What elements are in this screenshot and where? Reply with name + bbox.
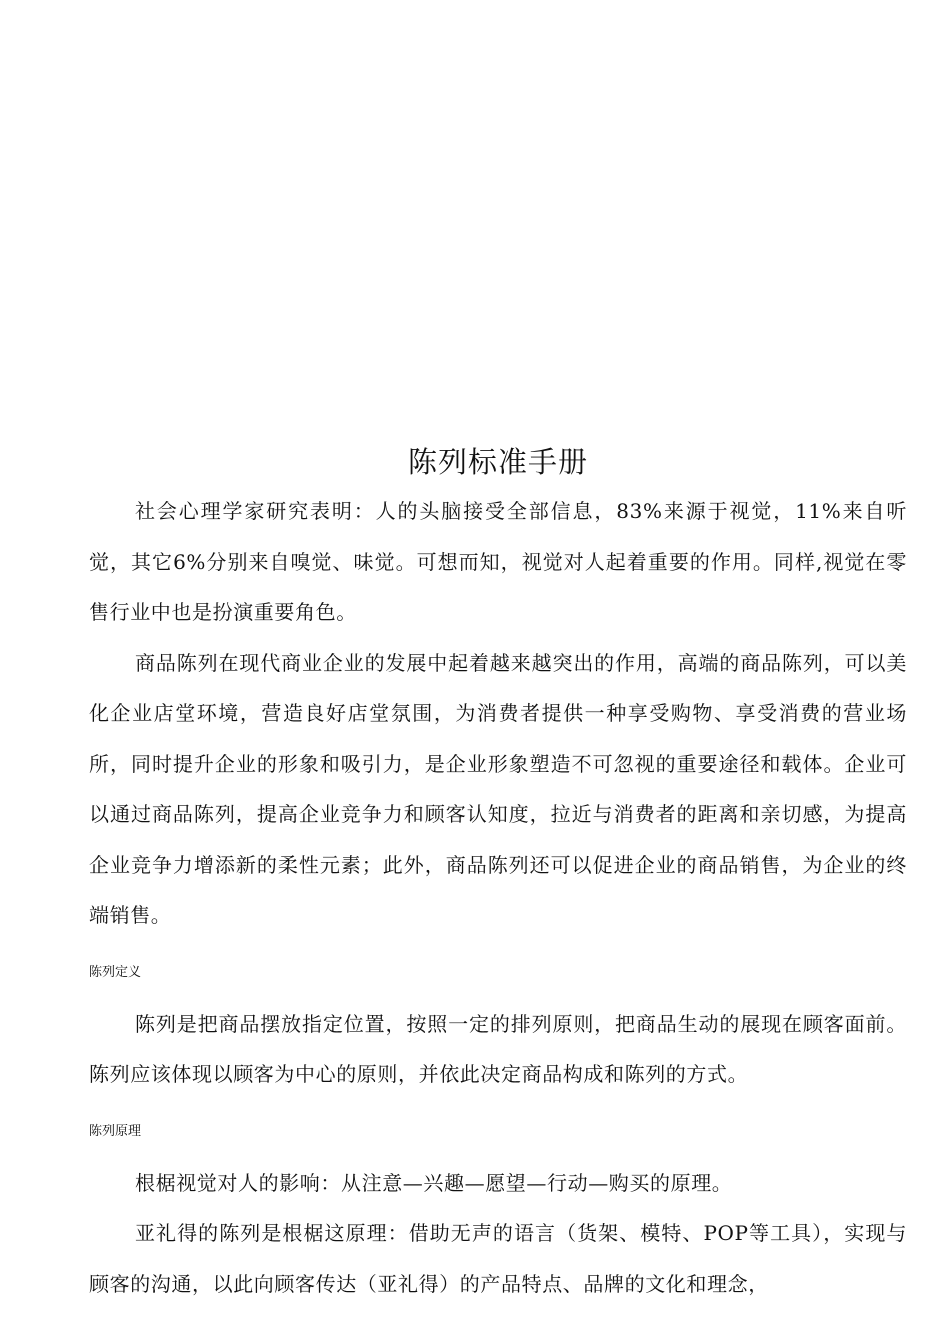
document-title: 陈列标准手册: [407, 445, 588, 479]
intro-paragraph-2: 商品陈列在现代商业企业的发展中起着越来越突出的作用，高端的商品陈列，可以美化企业店堂环境，营造良好店堂氛围，为消费者提供一种享受购物、享受消费的营业场所，同时提升企业的形象和吸引力，是企业形象塑造不可忽视的重要途径和载体。企业可以通过商品陈列，提高企业竞争力和顾客认知度，拉近与消费者的距离和亲切感，为提高企业竞争力增添新的柔性元素；此外，商品陈列还可以促进企业的商品销售，为企业的终端销售。: [89, 650, 907, 927]
section-heading-definition: 陈列定义: [89, 964, 142, 980]
definition-paragraph: 陈列是把商品摆放指定位置，按照一定的排列原则，把商品生动的展现在顾客面前。陈列应该体现以顾客为中心的原则，并依此决定商品构成和陈列的方式。: [89, 1011, 907, 1086]
intro-paragraph-1: 社会心理学家研究表明：人的头脑接受全部信息，83%来源于视觉，11%来自听觉，其它6%分别来自嗅觉、味觉。可想而知，视觉对人起着重要的作用。同样,视觉在零售行业中也是扮演重要角色。: [89, 499, 907, 624]
principle-paragraph-2: 亚礼得的陈列是根椐这原理：借助无声的语言（货架、模特、POP等工具），实现与顾客的沟通，以此向顾客传达（亚礼得）的产品特点、品牌的文化和理念，: [89, 1221, 907, 1296]
principle-paragraph-1: 根椐视觉对人的影响：从注意—兴趣—愿望—行动—购买的原理。: [135, 1170, 733, 1195]
document-body: [89, 442, 907, 1309]
section-heading-principle: 陈列原理: [89, 1123, 142, 1139]
